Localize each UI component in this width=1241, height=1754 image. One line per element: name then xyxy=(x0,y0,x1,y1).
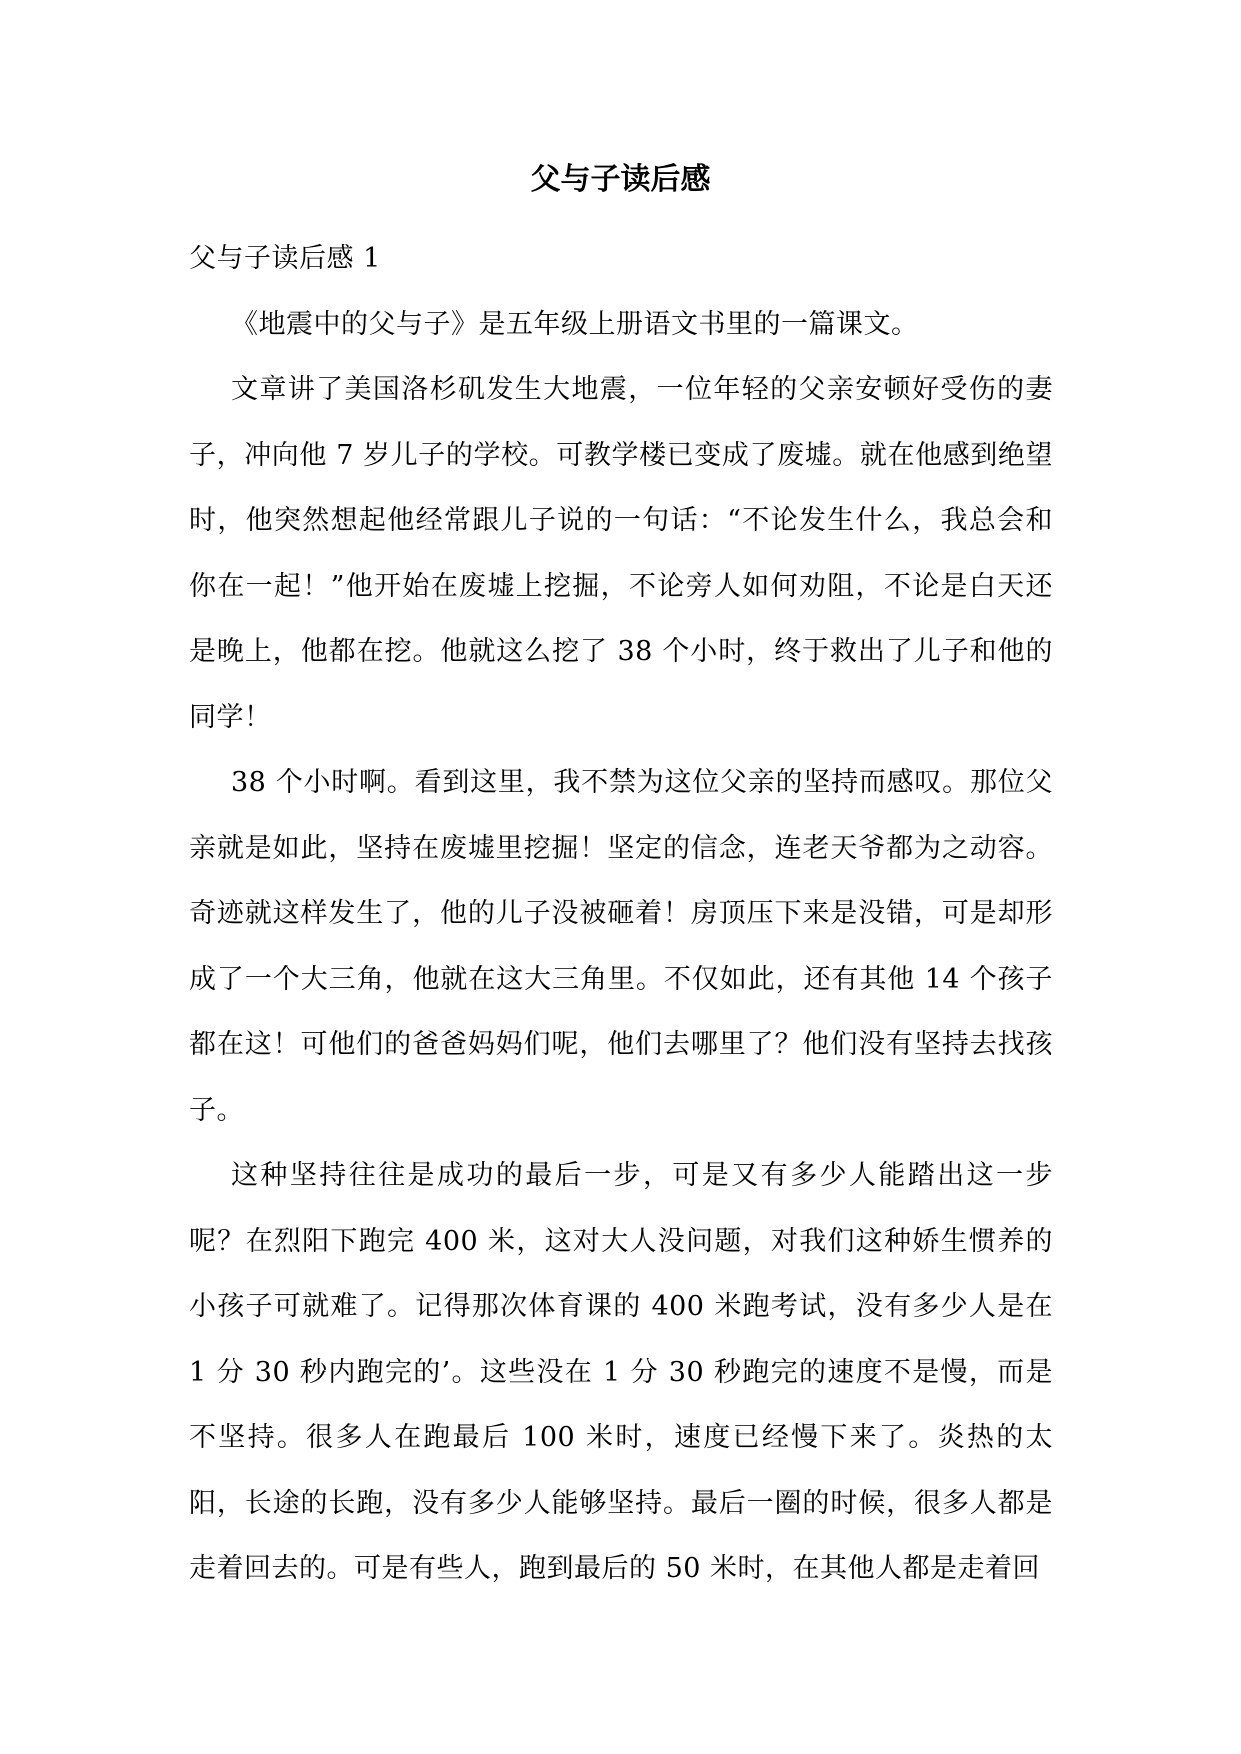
paragraph: 文章讲了美国洛杉矶发生大地震，一位年轻的父亲安顿好受伤的妻子，冲向他 7 岁儿子的学校。可教学楼已变成了废墟。就在他感到绝望时，他突然想起他经常跟儿子说的一句话：“不论发生什么，我总会和你在一起！”他开始在废墟上挖掘，不论旁人如何劝阻，不论是白天还是晚上，他都在挖。他就这么挖了 38 个小时，终于救出了儿子和他的同学！ xyxy=(189,374,1053,733)
paragraph: 《地震中的父与子》是五年级上册语文书里的一篇课文。 xyxy=(231,308,919,340)
document-title: 父与子读后感 xyxy=(530,162,711,197)
paragraph: 这种坚持往往是成功的最后一步，可是又有多少人能踏出这一步呢？在烈阳下跑完 400 米，这对大人没问题，对我们这种娇生惯养的小孩子可就难了。记得那次体育课的 400 米跑考试，没有多少人是在 1 分 30 秒内跑完的’。这些没在 1 分 30 秒跑完的速度不是慢，而是不坚持。很多人在跑最后 100 米时，速度已经慢下来了。炎热的太阳，长途的长跑，没有多少人能够坚持。最后一圈的时候，很多人都是走着回去的。可是有些人，跑到最后的 50 米时，在其他人都是走着回 xyxy=(189,1160,1053,1584)
document-body xyxy=(189,226,1053,1602)
section-heading: 父与子读后感 1 xyxy=(189,243,381,274)
paragraph: 38 个小时啊。看到这里，我不禁为这位父亲的坚持而感叹。那位父亲就是如此，坚持在废墟里挖掘！坚定的信念，连老天爷都为之动容。奇迹就这样发生了，他的儿子没被砸着！房顶压下来是没错，可是却形成了一个大三角，他就在这大三角里。不仅如此，还有其他 14 个孩子都在这！可他们的爸爸妈妈们呢，他们去哪里了？他们没有坚持去找孩子。 xyxy=(189,767,1053,1126)
